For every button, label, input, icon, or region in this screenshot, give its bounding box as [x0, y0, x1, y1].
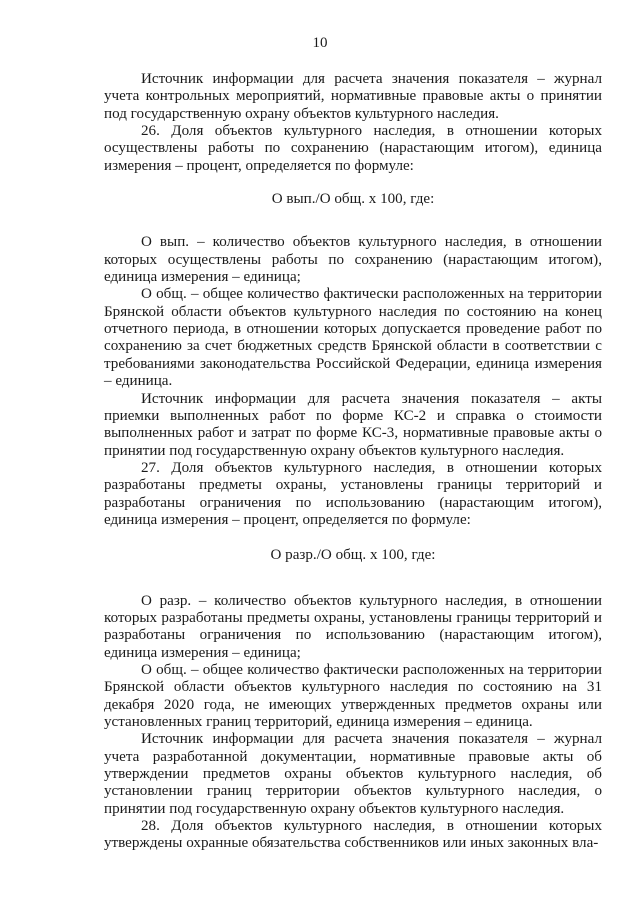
document-body: [104, 71, 602, 853]
paragraph-o-vyp-definition: О вып. – количество объектов культурного наследия, в отношении которых осуществлены работы по сохранению (нарастающим итогом), единица измерения – единица;: [104, 234, 602, 286]
paragraph-source-info-2: Источник информации для расчета значения показателя – акты приемки выполненных работ по форме КС-2 и справка о стоимости выполненных работ и затрат по форме КС-3, нормативные правовые акты о принятии под государственную охрану объектов культурного наследия.: [104, 390, 602, 459]
paragraph-o-razr-definition: О разр. – количество объектов культурного наследия, в отношении которых разработаны предметы охраны, установлены границы территорий и разработаны ограничения по использованию (нарастающим итогом), единица измерения – единица;: [104, 592, 602, 661]
paragraph-o-obshch-definition-2: О общ. – общее количество фактически расположенных на территории Брянской области объектов культурного наследия по состоянию на 31 декабря 2020 года, не имеющих утвержденных предметов охраны или установленных границ территорий, единица измерения – единица.: [104, 661, 602, 730]
paragraph-item-28: 28. Доля объектов культурного наследия, в отношении которых утверждены охранные обязательства собственников или иных законных вла-: [104, 818, 602, 852]
paragraph-o-obshch-definition-1: О общ. – общее количество фактически расположенных на территории Брянской области объектов культурного наследия по состоянию на конец отчетного периода, в отношении которых допускается проведение работ по сохранению за счет бюджетных средств Брянской области в соответствии с требованиями законодательства Российской Федерации, единица измерения – единица.: [104, 286, 602, 390]
paragraph-item-27: 27. Доля объектов культурного наследия, в отношении которых разработаны предметы охраны, установлены границы территорий и разработаны ограничения по использованию (нарастающим итогом), единица измерения – процент, определяется по формуле:: [104, 459, 602, 528]
paragraph-item-26: 26. Доля объектов культурного наследия, в отношении которых осуществлены работы по сохранению (нарастающим итогом), единица измерения – процент, определяется по формуле:: [104, 123, 602, 174]
paragraph-source-info-1: Источник информации для расчета значения показателя – журнал учета контрольных мероприятий, нормативные правовые акты о принятии под государственную охрану объектов культурного наследия.: [104, 71, 602, 122]
paragraph-source-info-3: Источник информации для расчета значения показателя – журнал учета разработанной документации, нормативные правовые акты об утверждении предметов охраны объектов культурного наследия, об установлении границ территории объектов культурного наследия, о принятии под государственную охрану объектов культурного наследия.: [104, 731, 602, 817]
page-number: 10: [312, 35, 328, 51]
formula-27: О разр./О общ. х 100, где:: [270, 547, 436, 564]
formula-26: О вып./О общ. х 100, где:: [271, 191, 435, 208]
